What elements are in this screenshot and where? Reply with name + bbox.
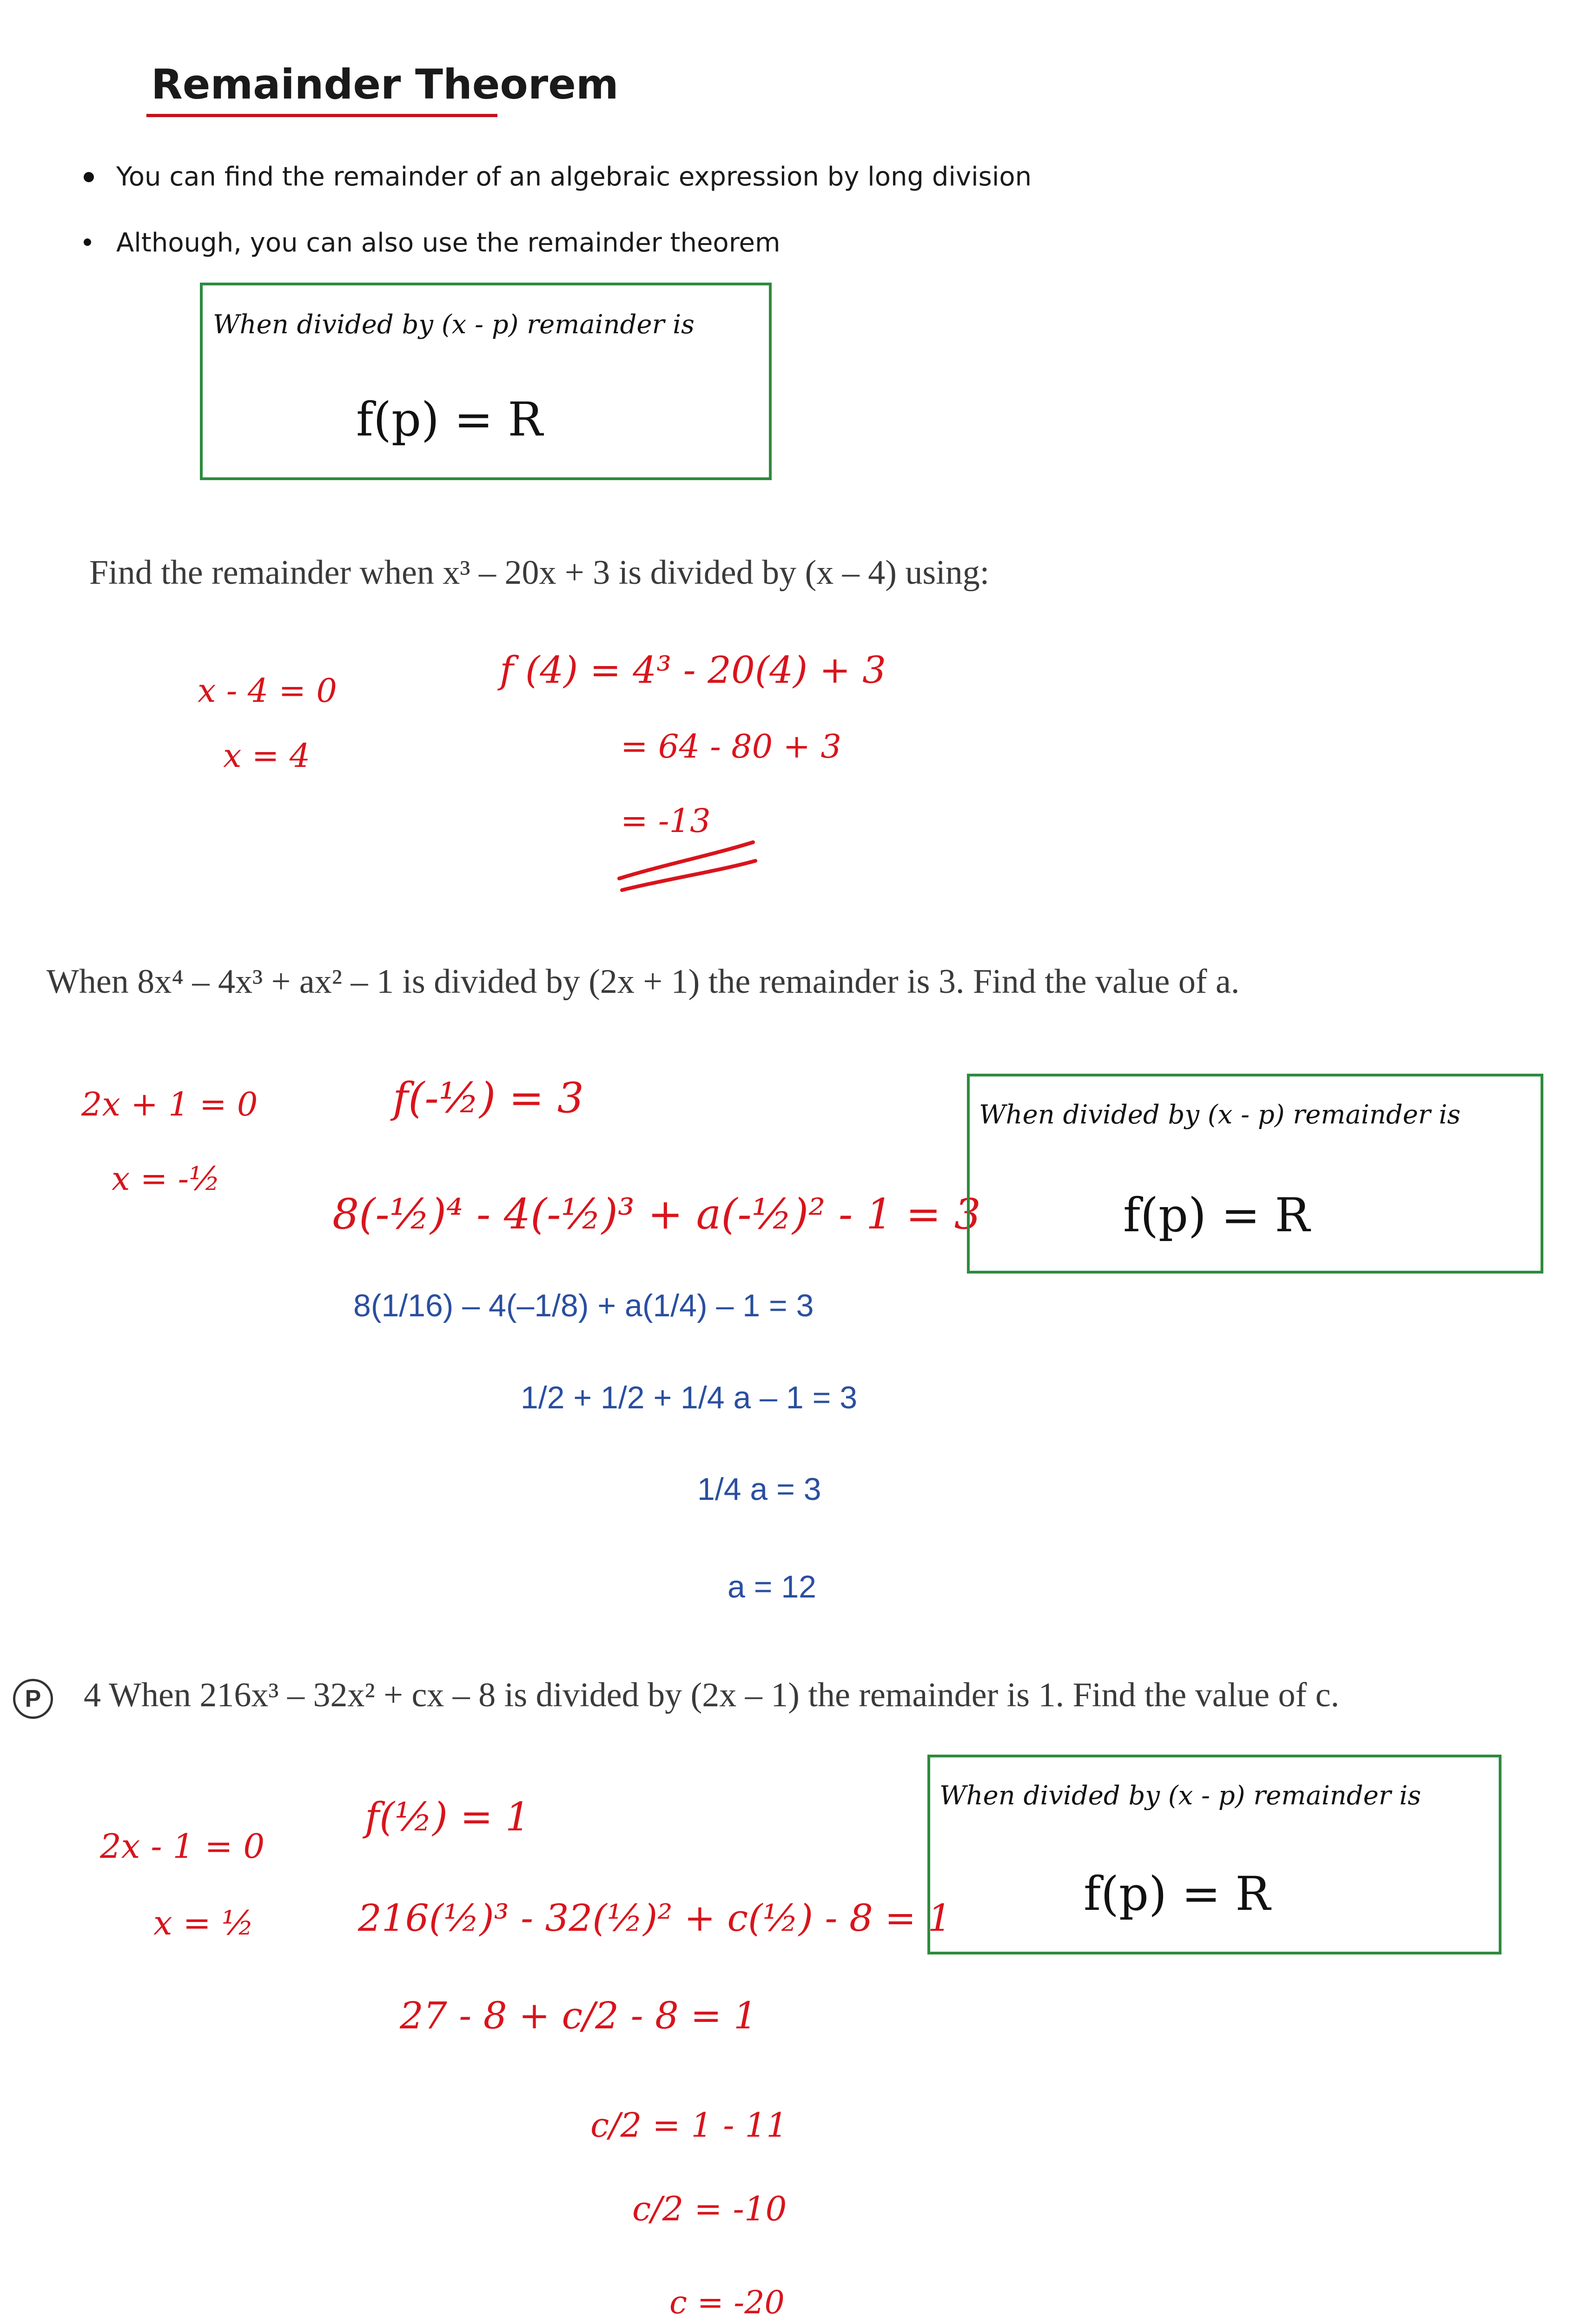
bullet-dot-icon	[84, 238, 91, 246]
example1-work-left-2: x = 4	[223, 737, 311, 775]
bullet-text-1: You can find the remainder of an algebraic expression by long division	[116, 162, 1032, 192]
page-title: Remainder Theorem	[151, 60, 619, 108]
bullet-text-2: Although, you can also use the remainder theorem	[116, 228, 781, 258]
example3-work-right-6: c = -20	[669, 2284, 785, 2321]
theorem-box-line2: f(p) = R	[1084, 1867, 1270, 1921]
example2-work-handwritten-1: f(-½) = 3	[393, 1074, 584, 1122]
example3-work-right-3: 27 - 8 + c/2 - 8 = 1	[400, 1994, 757, 2037]
theorem-box	[967, 1074, 1543, 1274]
example1-question: Find the remainder when x³ – 20x + 3 is divided by (x – 4) using:	[89, 554, 990, 592]
title-underline	[146, 114, 497, 117]
example3-work-left-1: 2x - 1 = 0	[100, 1827, 265, 1866]
theorem-box-line2: f(p) = R	[356, 392, 543, 447]
example2-work-left-2: x = -½	[112, 1160, 221, 1198]
bullet-dot-icon	[84, 172, 94, 182]
example1-work-right-2: = 64 - 80 + 3	[621, 727, 841, 766]
example3-question: 4 When 216x³ – 32x² + cx – 8 is divided by (2x – 1) the remainder is 1. Find the value of c.	[84, 1676, 1339, 1714]
example2-question: When 8x⁴ – 4x³ + ax² – 1 is divided by (2x + 1) the remainder is 3. Find the value of a.	[46, 963, 1240, 1001]
answer-underline-icon	[688, 2319, 883, 2324]
example1-work-left-1: x - 4 = 0	[198, 672, 337, 710]
example2-work-left-1: 2x + 1 = 0	[81, 1085, 258, 1123]
example2-work-typed-1: 8(1/16) – 4(–1/8) + a(1/4) – 1 = 3	[353, 1288, 814, 1323]
example2-work-typed-2: 1/2 + 1/2 + 1/4 a – 1 = 3	[521, 1380, 858, 1415]
theorem-box-line2: f(p) = R	[1123, 1188, 1310, 1242]
practice-badge-icon: P	[13, 1679, 53, 1719]
example3-work-right-2: 216(½)³ - 32(½)² + c(½) - 8 = 1	[358, 1896, 952, 1940]
example1-work-right-1: f (4) = 4³ - 20(4) + 3	[500, 648, 886, 692]
example2-work-handwritten-2: 8(-½)⁴ - 4(-½)³ + a(-½)² - 1 = 3	[332, 1190, 981, 1239]
theorem-box-line1: When divided by (x - p) remainder is	[939, 1781, 1421, 1811]
example2-work-typed-3: 1/4 a = 3	[697, 1472, 821, 1507]
theorem-box-line1: When divided by (x - p) remainder is	[979, 1100, 1461, 1130]
example3-work-right-4: c/2 = 1 - 11	[590, 2106, 788, 2145]
example2-work-typed-4: a = 12	[728, 1569, 816, 1604]
theorem-box	[927, 1755, 1502, 1954]
example3-work-right-5: c/2 = -10	[632, 2189, 787, 2228]
example3-work-right-1: f(½) = 1	[365, 1794, 530, 1840]
answer-underline-icon	[614, 832, 762, 897]
theorem-box	[200, 283, 772, 480]
example1-work-right-3: = -13	[621, 802, 711, 840]
theorem-box-line1: When divided by (x - p) remainder is	[213, 310, 695, 340]
example3-work-left-2: x = ½	[153, 1903, 254, 1942]
